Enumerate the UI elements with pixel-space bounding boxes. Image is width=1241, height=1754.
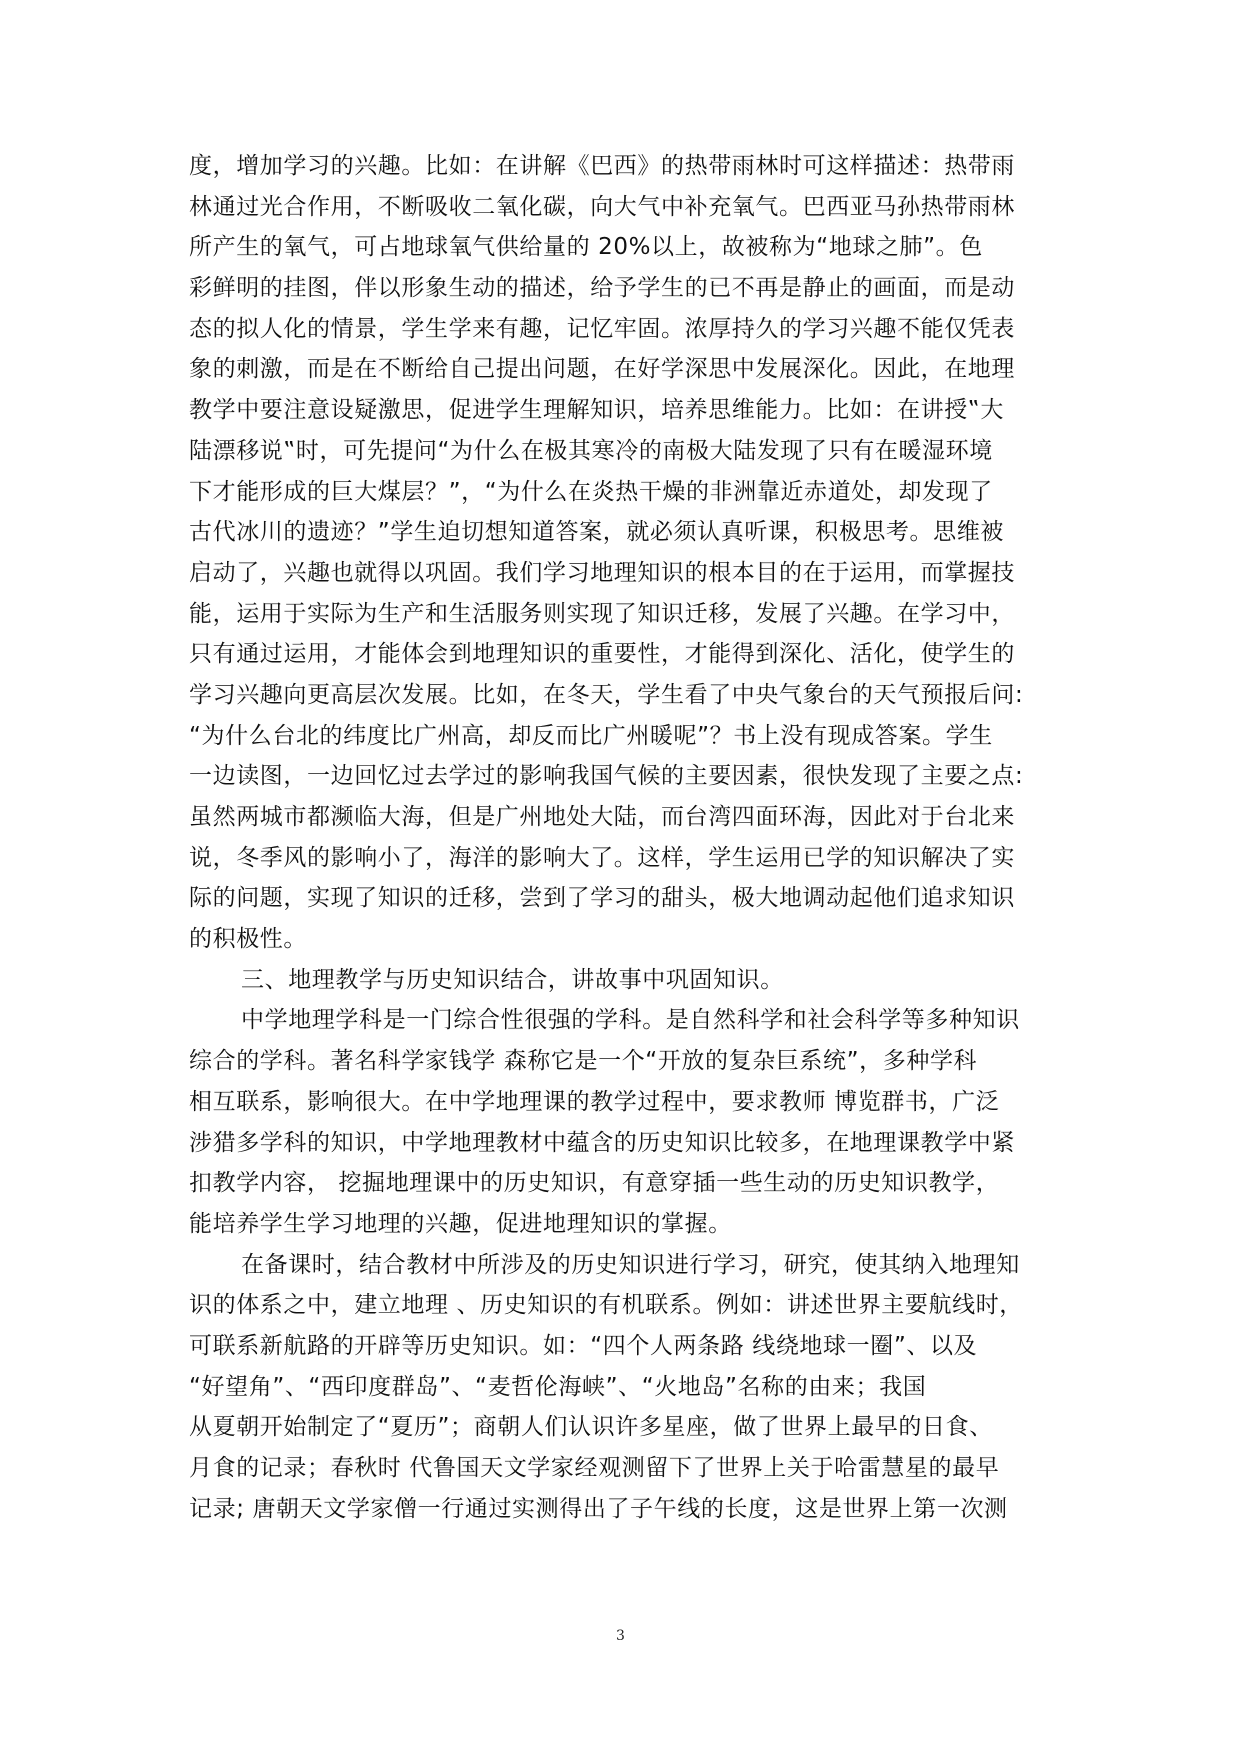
text-line: 说，冬季风的影响小了，海洋的影响大了。这样，学生运用已学的知识解决了实 bbox=[189, 844, 1015, 871]
text-line: 月食的记录；春秋时 代鲁国天文学家经观测留下了世界上关于哈雷慧星的最早 bbox=[189, 1455, 1000, 1481]
text-line: 古代冰川的遗迹？”学生迫切想知道答案，就必须认真听课，积极思考。思维被 bbox=[189, 519, 1004, 546]
text-line: 象的刺激，而是在不断给自己提出问题，在好学深思中发展深化。因此，在地理 bbox=[189, 356, 1015, 383]
text-line: “好望角”、“西印度群岛”、“麦哲伦海峡”、“火地岛”名称的由来；我国 bbox=[189, 1373, 927, 1400]
text-line: 学习兴趣向更高层次发展。比如，在冬天，学生看了中央气象台的天气预报后问: bbox=[189, 681, 1024, 708]
text-line: 虽然两城市都濒临大海，但是广州地处大陆，而台湾四面环海，因此对于台北来 bbox=[189, 804, 1015, 830]
text-line: 识的体系之中，建立地理 、历史知识的有机联系。例如：讲述世界主要航线时， bbox=[189, 1292, 1023, 1319]
text-line: 中学地理学科是一门综合性很强的学科。是自然科学和社会科学等多种知识 bbox=[241, 1007, 1020, 1034]
text-line: 际的问题，实现了知识的迁移，尝到了学习的甜头，极大地调动起他们追求知识 bbox=[189, 885, 1015, 912]
text-line: 扣教学内容， 挖掘地理课中的历史知识，有意穿插一些生动的历史知识教学， bbox=[189, 1170, 1000, 1197]
text-line: 涉猎多学科的知识，中学地理教材中蕴含的历史知识比较多，在地理课教学中紧 bbox=[189, 1129, 1015, 1156]
text-line: 度，增加学习的兴趣。比如：在讲解《巴西》的热带雨林时可这样描述：热带雨 bbox=[189, 153, 1015, 179]
text-line: 教学中要注意设疑激思，促进学生理解知识，培养思维能力。比如：在讲授‟大 bbox=[189, 397, 1004, 424]
text-line: 的积极性。 bbox=[189, 926, 307, 953]
text-line: 能，运用于实际为生产和生活服务则实现了知识迁移，发展了兴趣。在学习中， bbox=[189, 600, 1015, 627]
text-line: 从夏朝开始制定了“夏历”；商朝人们认识许多星座，做了世界上最早的日食、 bbox=[189, 1414, 993, 1441]
page-number: 3 bbox=[616, 1628, 625, 1644]
text-line: 记录; 唐朝天文学家僧一行通过实测得出了子午线的长度，这是世界上第一次测 bbox=[189, 1495, 1008, 1522]
text-line: 一边读图，一边回忆过去学过的影响我国气候的主要因素，很快发现了主要之点: bbox=[189, 763, 1024, 790]
text-line: 陆漂移说‟时，可先提问“为什么在极其寒冷的南极大陆发现了只有在暖湿环境 bbox=[189, 437, 993, 464]
text-line: 只有通过运用，才能体会到地理知识的重要性，才能得到深化、活化，使学生的 bbox=[189, 641, 1015, 668]
text-line: 态的拟人化的情景，学生学来有趣，记忆牢固。浓厚持久的学习兴趣不能仅凭表 bbox=[189, 315, 1015, 342]
body-text bbox=[189, 146, 1061, 1529]
text-line: “为什么台北的纬度比广州高，却反而比广州暖呢”？书上没有现成答案。学生 bbox=[189, 722, 993, 749]
text-line: 彩鲜明的挂图，伴以形象生动的描述，给予学生的已不再是静止的画面，而是动 bbox=[189, 275, 1015, 302]
text-line: 在备课时，结合教材中所涉及的历史知识进行学习，研究，使其纳入地理知 bbox=[241, 1251, 1020, 1278]
text-line: 能培养学生学习地理的兴趣，促进地理知识的掌握。 bbox=[189, 1210, 732, 1237]
text-line: 可联系新航路的开辟等历史知识。如：“四个人两条路 线绕地球一圈”、以及 bbox=[189, 1332, 978, 1359]
text-line: 启动了，兴趣也就得以巩固。我们学习地理知识的根本目的在于运用，而掌握技 bbox=[189, 559, 1015, 586]
text-line: 下才能形成的巨大煤层？”，“为什么在炎热干燥的非洲靠近赤道处，却发现了 bbox=[189, 478, 993, 505]
text-line: 所产生的氧气，可占地球氧气供给量的 20%以上，故被称为“地球之肺”。色 bbox=[189, 234, 983, 261]
text-line: 林通过光合作用，不断吸收二氧化碳，向大气中补充氧气。巴西亚马孙热带雨林 bbox=[189, 193, 1015, 220]
section-heading: 三、地理教学与历史知识结合，讲故事中巩固知识。 bbox=[241, 966, 784, 993]
text-line: 相互联系，影响很大。在中学地理课的教学过程中，要求教师 博览群书，广泛 bbox=[189, 1088, 1000, 1115]
text-line: 综合的学科。著名科学家钱学 森称它是一个“开放的复杂巨系统”，多种学科 bbox=[189, 1048, 978, 1075]
